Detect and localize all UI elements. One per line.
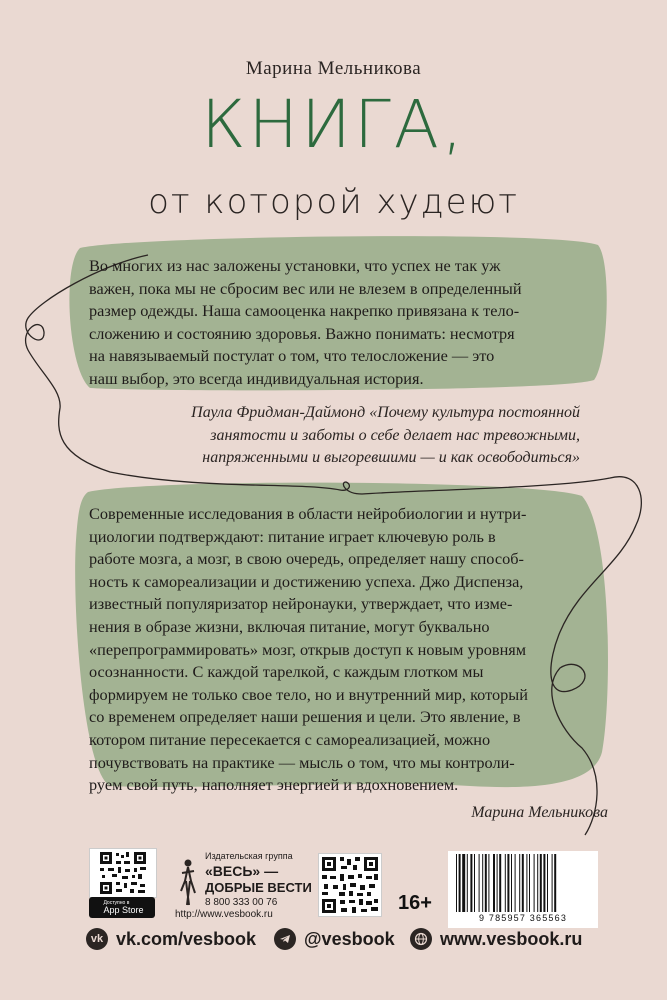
text-line: нения в образе жизни, включая питание, могут буквально bbox=[89, 616, 490, 636]
book-title: КНИГА, bbox=[201, 86, 466, 163]
barcode-bar bbox=[519, 854, 520, 912]
barcode-bar bbox=[482, 854, 483, 912]
text-line: работе мозга, а мозг, в свою очередь, определяет нашу способ- bbox=[89, 549, 524, 569]
social-links bbox=[0, 928, 667, 958]
annotation-paragraph-1 bbox=[89, 255, 588, 391]
text-line: наш выбор, это всегда индивидуальная история. bbox=[89, 368, 424, 388]
barcode-bar bbox=[529, 854, 530, 912]
author-name: Марина Мельникова bbox=[245, 58, 422, 79]
vk-link[interactable] bbox=[86, 928, 256, 950]
barcode-bar bbox=[456, 854, 457, 912]
telegram-link-label: @vesbook bbox=[304, 928, 395, 949]
text-line: котором питание пересекается с самореализацией, можно bbox=[89, 729, 491, 749]
publisher-name-line2: ДОБРЫЕ ВЕСТИ bbox=[205, 880, 312, 895]
text-line: Во многих из нас заложены установки, что успех не так уж bbox=[89, 256, 501, 275]
text-line: ность к самореализации и достижению успеха. Джо Диспенза, bbox=[89, 571, 524, 591]
vk-icon: vk bbox=[86, 928, 108, 950]
quote-attribution-1 bbox=[120, 402, 580, 470]
text-line: сложению и состоянию здоровья. Важно понимать: несмотря bbox=[89, 323, 515, 343]
store-badge-small: Доступно в bbox=[103, 899, 130, 906]
annotation-paragraph-2 bbox=[89, 503, 584, 797]
quote-line: Паула Фридман-Даймонд «Почему культура постоянной bbox=[191, 404, 580, 421]
text-line: «перепрограммировать» мозг, открыв доступ к новым уровням bbox=[89, 639, 527, 659]
barcode-bar bbox=[505, 854, 506, 912]
qr-code-site[interactable] bbox=[318, 853, 382, 917]
publisher-label: Издательская группа bbox=[205, 851, 293, 861]
text-line: осознанности. С каждой тарелкой, с каждым глотком мы bbox=[89, 662, 484, 682]
barcode-bar bbox=[493, 854, 495, 912]
text-line: со временем определяет наши решения и цели. Это явление, в bbox=[89, 707, 521, 727]
quote-line: напряженными и выгоревшими — и как освободиться» bbox=[202, 449, 580, 466]
publisher-phone: 8 800 333 00 76 bbox=[205, 897, 278, 908]
text-line: на навязываемый постулат о том, что телосложение — это bbox=[89, 346, 495, 366]
globe-icon bbox=[410, 928, 432, 950]
barcode-bar bbox=[537, 854, 538, 912]
barcode-bar bbox=[554, 854, 556, 912]
quote-line: занятости и заботы о себе делает нас тревожными, bbox=[210, 426, 580, 444]
barcode-bar bbox=[515, 854, 516, 912]
text-line: почувствовать на практике — мысль о том, что мы контроли- bbox=[89, 752, 515, 772]
barcode-bar bbox=[497, 854, 498, 912]
barcode-bar bbox=[474, 854, 475, 912]
publisher-url[interactable]: http://www.vesbook.ru bbox=[175, 909, 273, 920]
barcode-bar bbox=[470, 854, 472, 912]
text-line: важен, пока мы не сбросим вес или не влезем в определенный bbox=[89, 278, 522, 298]
text-line: известный популяризатор нейронауки, утверждает, что изме- bbox=[89, 594, 513, 614]
telegram-link[interactable] bbox=[274, 928, 395, 950]
qr-code-app[interactable] bbox=[89, 848, 157, 898]
age-rating: 16+ bbox=[398, 892, 432, 914]
barcode-bar bbox=[547, 854, 548, 912]
barcode-bar bbox=[485, 854, 487, 912]
text-line: размер одежды. Наша самооценка накрепко привязана к тело- bbox=[89, 301, 520, 321]
barcode-bar bbox=[552, 854, 553, 912]
barcode-bar bbox=[526, 854, 527, 912]
isbn-number: 9 785957 365563 bbox=[478, 913, 568, 923]
barcode-bar bbox=[499, 854, 501, 912]
barcode-bar bbox=[488, 854, 489, 912]
barcode-bar bbox=[467, 854, 468, 912]
barcode-bar bbox=[511, 854, 512, 912]
text-line: Современные исследования в области нейробиологии и нутри- bbox=[89, 504, 527, 523]
vk-link-label: vk.com/vesbook bbox=[116, 928, 257, 949]
text-line: руем свой путь, наполняет энергией и вдохновением. bbox=[89, 775, 459, 795]
website-link[interactable] bbox=[410, 928, 582, 950]
barcode-bar bbox=[479, 854, 480, 912]
barcode-bar bbox=[540, 854, 542, 912]
store-badge-name: App Store bbox=[103, 904, 144, 915]
barcode-bar bbox=[507, 854, 509, 912]
book-subtitle: от которой худеют bbox=[148, 182, 519, 222]
barcode-bar bbox=[534, 854, 535, 912]
barcode-bar bbox=[522, 854, 524, 912]
telegram-icon bbox=[274, 928, 296, 950]
publisher-name: «ВЕСЬ» — bbox=[205, 863, 279, 879]
app-store-badge[interactable] bbox=[89, 897, 155, 918]
barcode-bar bbox=[543, 854, 545, 912]
quote-attribution-2: Марина Мельникова bbox=[471, 804, 608, 821]
text-line: формируем не только свое тело, но и внутренний мир, который bbox=[89, 684, 528, 704]
website-link-label: www.vesbook.ru bbox=[440, 928, 583, 949]
text-line: циологии подтверждают: питание играет ключевую роль в bbox=[89, 526, 496, 546]
barcode-bar bbox=[462, 854, 465, 912]
barcode-bar bbox=[459, 854, 461, 912]
publisher-logo-icon bbox=[177, 857, 199, 907]
